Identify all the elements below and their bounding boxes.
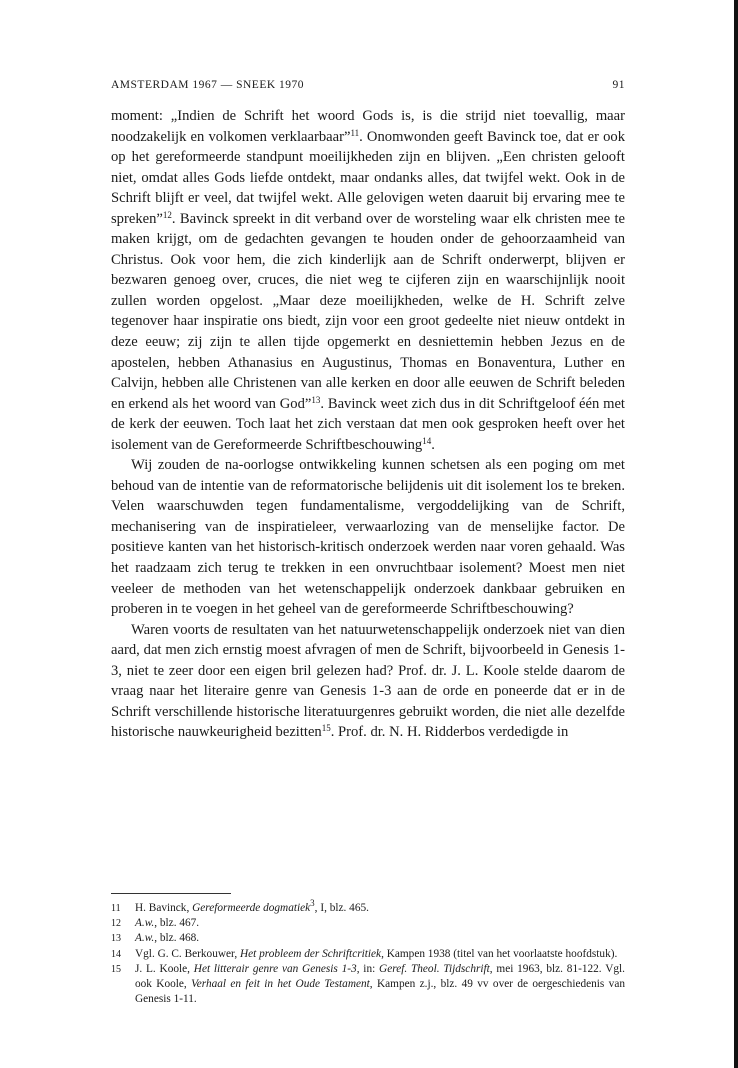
cited-title: A.w. <box>135 932 155 945</box>
footnote-number: 12 <box>111 918 121 930</box>
footnote-divider <box>111 893 231 894</box>
text-run: Waren voorts de resultaten van het natuurwetenschappelijk onderzoek niet van dien aard, dat men zich ernstig moest afvragen of men de Schrift, bijvoorbeeld in Genesis 1-3, niet te zeer door een eigen bril gelezen had? Prof. dr. J. L. Koole stelde daarom de vraag naar het literaire genre van Genesis 1-3 aan de orde en poneerde dat er in de Schrift verschillende historische literatuurgenres gebruikt worden, die niet alle dezelfde historische nauwkeurigheid bezitten <box>111 621 625 741</box>
text-run: H. Bavinck, <box>135 902 193 914</box>
footnote-number: 14 <box>111 948 121 960</box>
text-run: moment: „Indien de Schrift het woord Gods is, is die strijd niet toevallig, maar noodzakelijk en volkomen verklaarbaar” <box>111 108 625 145</box>
paragraph-1 <box>111 106 625 455</box>
edition-mark: 3 <box>310 898 315 908</box>
text-run: , I, blz. 465. <box>314 902 369 914</box>
text-run: , Kampen z.j., blz. 49 vv over de oergeschiedenis van Genesis 1-11. <box>135 978 625 1006</box>
footnote-text <box>135 962 625 1008</box>
text-run: . Bavinck weet zich dus in dit Schriftgeloof één met de kerk der eeuwen. Toch laat het zich verstaan dat men ook gesproken heeft over het isolement van de Gereformeerde Schriftbeschouwing <box>111 395 625 453</box>
footnote-text <box>135 947 625 962</box>
footnote-text <box>135 931 625 946</box>
cited-journal: Geref. Theol. Tijdschrift <box>379 962 490 975</box>
footnote-number: 13 <box>111 933 121 945</box>
footnote-number: 11 <box>111 903 121 914</box>
text-run: , blz. 468. <box>154 932 200 945</box>
cited-title: Gereformeerde dogmatiek <box>192 902 311 914</box>
footnote <box>111 947 625 962</box>
footnote-ref: 15 <box>321 723 331 734</box>
text-run: . Onomwonden geeft Bavinck toe, dat er ook op het gereformeerde standpunt moeilijkheden zijn en blijven. „Een christen gelooft niet, omdat alles Gods liefde ontdekt, maar ondanks alles, dat twijfel wekt. Ook in de Schrift blijft er veel, dat twijfel wekt. Alle gelovigen weten daaruit bij ervaring mee te spreken” <box>111 128 625 227</box>
text-run: , Kampen 1938 (titel van het voorlaatste hoofdstuk). <box>381 947 618 960</box>
page-number: 91 <box>612 79 625 91</box>
footnote-text <box>135 916 625 931</box>
text-run: Vgl. G. C. Berkouwer, <box>135 947 240 960</box>
cited-title: Verhaal en feit in het Oude Testament <box>191 978 370 991</box>
footnote-text <box>135 898 625 916</box>
text-run: . Prof. dr. N. H. Ridderbos verdedigde in <box>330 724 569 741</box>
text-run: J. L. Koole, <box>135 962 194 975</box>
text-run: , in: <box>356 962 380 975</box>
footnote-ref: 13 <box>311 394 321 405</box>
page-edge <box>734 0 738 1068</box>
text-run: . Bavinck spreekt in dit verband over de worsteling waar elk christen mee te maken krijgt, om de gedachten gevangen te houden onder de gehoorzaamheid van Christus. Ook voor hem, die zich kinderlijk aan de Schrift onderwerpt, blijven er bezwaren genoeg over, cruces, die niet weg te cijferen zijn en waarschijnlijk nooit zullen worden opgelost. „Maar deze moeilijkheden, welke de H. Schrift zelve tegenover haar inspiratie ons biedt, zijn voor een groot gedeelte niet nieuw ontdekt in deze eeuw; zij zijn te allen tijde opgemerkt en desniettemin hebben Jezus en de apostelen, hebben Athanasius en Augustinus, Thomas en Bonaventura, Luther en Calvijn, hebben alle Christenen van alle kerken en door alle eeuwen de Schrift beleden en erkend als het woord van God” <box>111 210 625 412</box>
cited-title: Het probleem der Schriftcritiek <box>239 947 382 960</box>
footnote <box>111 931 625 946</box>
cited-title: A.w. <box>135 917 155 930</box>
footnote-number: 15 <box>111 963 121 975</box>
cited-title: Het litterair genre van Genesis 1-3 <box>193 962 357 975</box>
footnote <box>111 962 625 1008</box>
footnote <box>111 916 625 931</box>
running-header <box>111 79 625 91</box>
running-title: AMSTERDAM 1967 — SNEEK 1970 <box>111 79 305 91</box>
paragraph-3 <box>111 620 625 743</box>
body-text <box>111 106 625 743</box>
footnote-ref: 14 <box>422 435 432 446</box>
text-run: . <box>431 436 435 453</box>
footnote-ref: 12 <box>162 209 172 220</box>
paragraph-2: Wij zouden de na-oorlogse ontwikkeling kunnen schetsen als een poging om met behoud van de intentie van de reformatorische belijdenis uit dit isolement los te breken. Velen waarschuwden tegen fundamentalisme, vergoddelijking van de Schrift, mechanisering van de inspiratieleer, verwaarlozing van de menselijke factor. De positieve kanten van het historisch-kritisch onderzoek werden naar voren gehaald. Was het raadzaam zich terug te trekken in een onvruchtbaar isolement? Moest men niet veeleer de methoden van het wetenschappelijk onderzoek dankbaar gebruiken en proberen in te voegen in het geheel van de gereformeerde Schriftbeschouwing? <box>111 457 625 618</box>
footnote-ref: 11 <box>350 127 360 138</box>
text-run: , blz. 467. <box>154 917 200 930</box>
footnotes <box>111 898 625 1007</box>
footnote <box>111 898 625 916</box>
text-run: , mei 1963, blz. 81-122. Vgl. ook Koole, <box>135 962 625 991</box>
